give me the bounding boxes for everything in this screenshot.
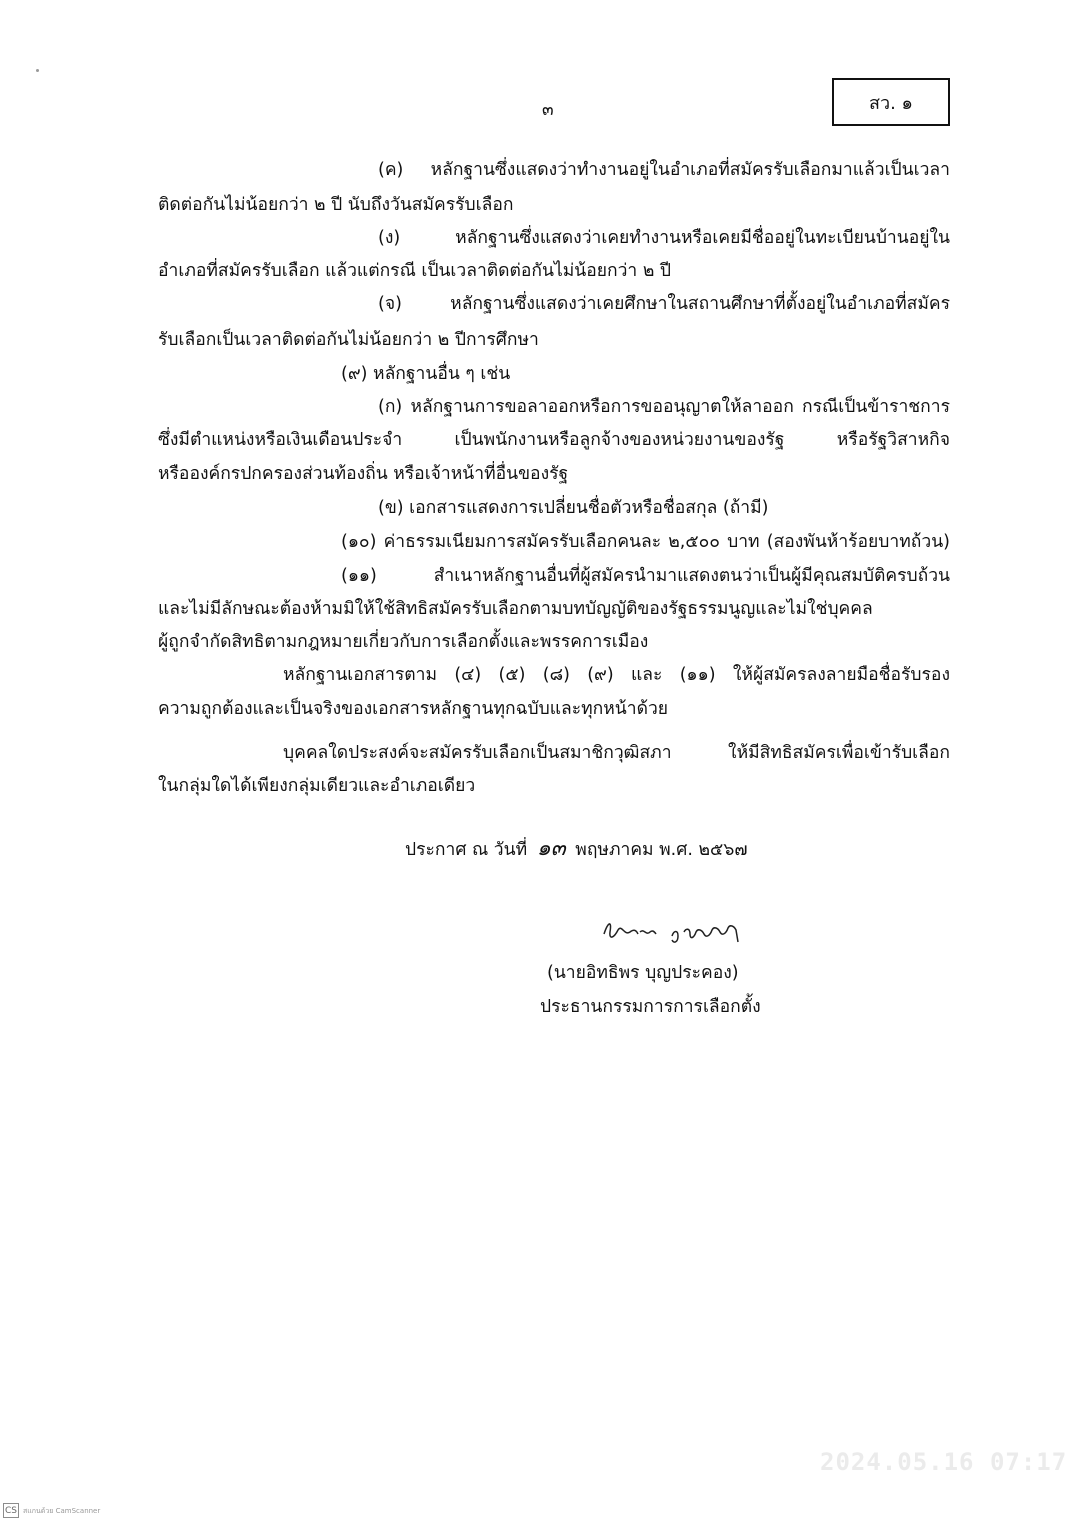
body-line: ความถูกต้องและเป็นจริงของเอกสารหลักฐานทุกฉบับและทุกหน้าด้วย [158, 699, 669, 719]
body-line: (ง) หลักฐานซึ่งแสดงว่าเคยทำงานหรือเคยมีชื่ออยู่ในทะเบียนบ้านอยู่ใน [378, 228, 950, 248]
handwritten-signature [600, 912, 750, 952]
signer-title: ประธานกรรมการการเลือกตั้ง [540, 997, 761, 1017]
body-line: และไม่มีลักษณะต้องห้ามมิให้ใช้สิทธิสมัครรับเลือกตามบทบัญญัติของรัฐธรรมนูญและไม่ใช่บุคคล [158, 599, 873, 619]
scan-speck [36, 69, 39, 72]
body-line: ผู้ถูกจำกัดสิทธิตามกฎหมายเกี่ยวกับการเลือกตั้งและพรรคการเมือง [158, 632, 649, 652]
camscanner-logo-icon: CS [3, 1503, 19, 1518]
body-line: (๑๑) สำเนาหลักฐานอื่นที่ผู้สมัครนำมาแสดงตนว่าเป็นผู้มีคุณสมบัติครบถ้วน [341, 566, 950, 586]
scanner-label: สแกนด้วย CamScanner [23, 1507, 101, 1515]
body-line: ติดต่อกันไม่น้อยกว่า ๒ ปี นับถึงวันสมัครรับเลือก [158, 195, 514, 215]
body-line: อำเภอที่สมัครรับเลือก แล้วแต่กรณี เป็นเวลาติดต่อกันไม่น้อยกว่า ๒ ปี [158, 261, 672, 281]
page-number: ๓ [542, 100, 554, 120]
dateline-day-handwritten: ๑๓ [536, 836, 566, 861]
body-line: (ค) หลักฐานซึ่งแสดงว่าทำงานอยู่ในอำเภอที่สมัครรับเลือกมาแล้วเป็นเวลา [378, 160, 950, 180]
body-line: รับเลือกเป็นเวลาติดต่อกันไม่น้อยกว่า ๒ ปีการศึกษา [158, 330, 539, 350]
dateline-prefix: ประกาศ ณ วันที่ [405, 840, 528, 860]
body-line: (จ) หลักฐานซึ่งแสดงว่าเคยศึกษาในสถานศึกษาที่ตั้งอยู่ในอำเภอที่สมัคร [378, 294, 950, 314]
body-line: (๑๐) ค่าธรรมเนียมการสมัครรับเลือกคนละ ๒,๕๐๐ บาท (สองพันห้าร้อยบาทถ้วน) [341, 532, 950, 552]
body-line: หรือองค์กรปกครองส่วนท้องถิ่น หรือเจ้าหน้าที่อื่นของรัฐ [158, 464, 569, 484]
scan-timestamp: 2024.05.16 07:17 [820, 1448, 1068, 1476]
body-line: (ข) เอกสารแสดงการเปลี่ยนชื่อตัวหรือชื่อสกุล (ถ้ามี) [378, 498, 769, 518]
body-line: (ก) หลักฐานการขอลาออกหรือการขออนุญาตให้ลาออก กรณีเป็นข้าราชการ [378, 397, 950, 417]
body-line: ซึ่งมีตำแหน่งหรือเงินเดือนประจำ เป็นพนักงานหรือลูกจ้างของหน่วยงานของรัฐ หรือรัฐวิสาหกิจ [158, 430, 950, 450]
body-line: บุคคลใดประสงค์จะสมัครรับเลือกเป็นสมาชิกวุฒิสภา ให้มีสิทธิสมัครเพื่อเข้ารับเลือก [283, 743, 950, 763]
body-line: หลักฐานเอกสารตาม (๔) (๕) (๘) (๙) และ (๑๑) ให้ผู้สมัครลงลายมือชื่อรับรอง [283, 665, 950, 685]
body-line: (๙) หลักฐานอื่น ๆ เช่น [341, 364, 511, 384]
document-code-box [832, 78, 950, 126]
dateline-suffix: พฤษภาคม พ.ศ. ๒๕๖๗ [575, 840, 748, 860]
announcement-dateline [405, 830, 748, 865]
signer-name: (นายอิทธิพร บุญประคอง) [547, 963, 739, 983]
document-code: สว. ๑ [869, 92, 913, 114]
body-line: ในกลุ่มใดได้เพียงกลุ่มเดียวและอำเภอเดียว [158, 776, 476, 796]
